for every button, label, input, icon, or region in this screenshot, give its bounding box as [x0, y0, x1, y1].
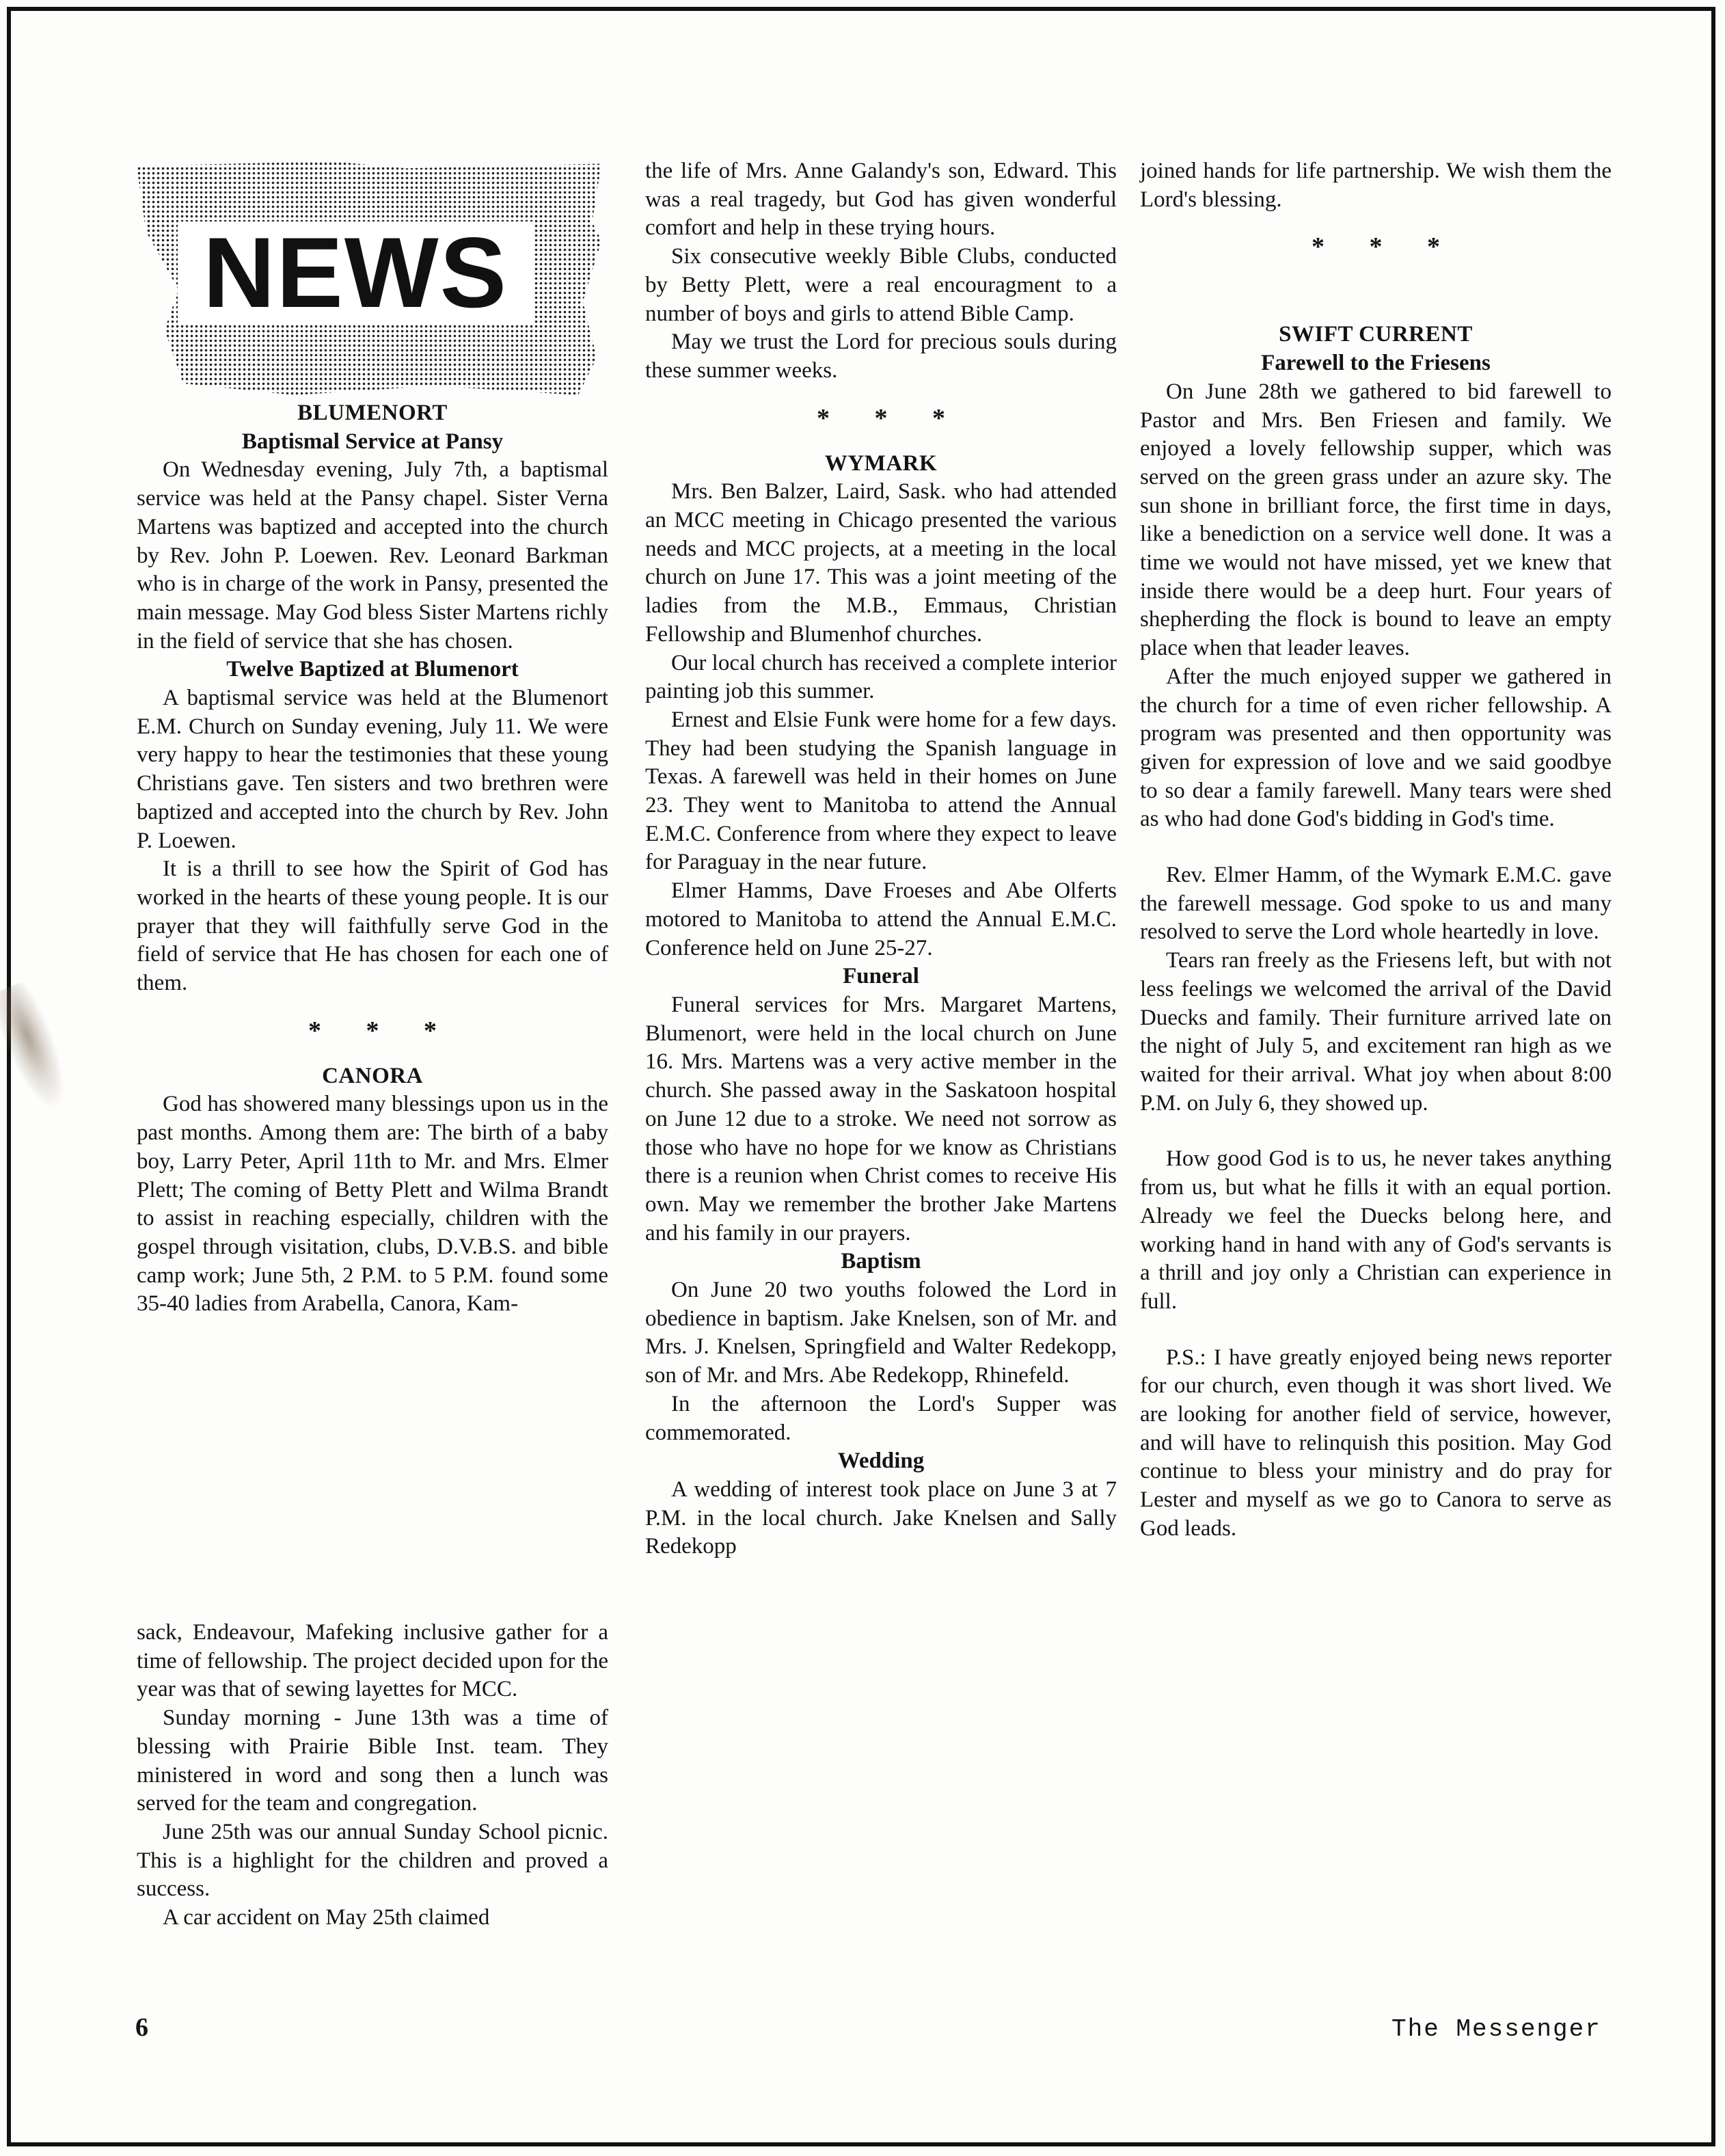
paragraph: Funeral services for Mrs. Margaret Martens, Blumenort, were held in the local church on June 16. Mrs. Martens was a very active member in the church. She passed away in the Saskatoon hospital on June 12 due to a stroke. We need not sorrow as those who have no hope for we know as Christians there is a reunion when Christ comes to receive His own. May we remember the brother Jake Martens and his family in our prayers.: [645, 992, 1117, 1245]
section-heading-blumenort: BLUMENORT: [297, 401, 448, 425]
paragraph: After the much enjoyed supper we gathered in the church for a time of even richer fellowship. A program was presented and then opportunity was given for expression of love and we said goodbye to so dear a family farewell. Many tears were shed as who had done God's bidding in God's time.: [1140, 664, 1612, 832]
paragraph: June 25th was our annual Sunday School picnic. This is a highlight for the children and proved a success.: [137, 1819, 608, 1902]
column-1-bottom: [137, 1619, 608, 1932]
subheading-farewell-friesens: Farewell to the Friesens: [1261, 351, 1491, 376]
paragraph: A baptismal service was held at the Blumenort E.M. Church on Sunday evening, July 11. We were very happy to hear the testimonies that these young Christians gave. Ten sisters and two brethren were baptized and accepted into the church by Rev. John P. Loewen.: [137, 686, 608, 853]
paragraph: How good God is to us, he never takes anything from us, but what he fills it with an equal portion. Already we feel the Duecks belong here, and working hand in hand with any of God's servants is a thrill and joy only a Christian can experience in full.: [1140, 1146, 1612, 1314]
paragraph: On June 28th we gathered to bid farewell to Pastor and Mrs. Ben Friesen and family. We enjoyed a lovely fellowship supper, which was served on the green grass under an azure sky. The sun shone in brilliant force, the first time in days, like a benediction on a service well done. It was a time we would not have missed, yet we knew that inside there would be a deep hurt. Four years of shepherding the flock is bound to leave an empty place when that leader leaves.: [1140, 379, 1612, 661]
subheading-wedding: Wedding: [837, 1448, 925, 1474]
publication-title: The Messenger: [1391, 2015, 1601, 2043]
page-number: 6: [135, 2013, 148, 2042]
masthead-panel: [178, 217, 533, 328]
section-heading-wymark: WYMARK: [824, 450, 938, 476]
paragraph: P.S.: I have greatly enjoyed being news reporter for our church, even though it was short lived. We are looking for another field of service, however, and will have to relinquish this position. May God continue to bless your ministry and do pray for Lester and myself as we go to Canora to serve as God leads.: [1140, 1345, 1612, 1541]
spacer: [1140, 278, 1612, 321]
paragraph: Elmer Hamms, Dave Froeses and Abe Olferts motored to Manitoba to attend the Annual E.M.C. Conference held on June 25-27.: [645, 878, 1117, 960]
masthead-word: NEWS: [203, 217, 508, 328]
subheading-funeral: Funeral: [843, 964, 919, 989]
column-2: [645, 157, 1117, 1561]
section-separator: * * *: [817, 403, 964, 433]
section-separator: * * *: [308, 1016, 456, 1045]
paragraph: A wedding of interest took place on June 3 at 7 P.M. in the local church. Jake Knelsen and Sally Redekopp: [645, 1477, 1117, 1559]
section-heading-canora: CANORA: [322, 1063, 423, 1088]
news-masthead: [137, 161, 601, 395]
subheading-twelve-baptized: Twelve Baptized at Blumenort: [226, 657, 519, 682]
column-3: [1140, 157, 1612, 1544]
paragraph-continued: joined hands for life partnership. We wish them the Lord's blessing.: [1140, 159, 1612, 212]
paragraph: On June 20 two youths folowed the Lord in obedience in baptism. Jake Knelsen, son of Mr. and Mrs. J. Knelsen, Springfield and Walter Redekopp, son of Mr. and Mrs. Abe Redekopp, Rhinefeld.: [645, 1278, 1117, 1388]
paragraph: Tears ran freely as the Friesens left, but with not less feelings we welcomed the arrival of the David Duecks and family. Their furniture arrived late on the night of July 5, and excitement ran high as we waited for their arrival. What joy when about 8:00 P.M. on July 6, they showed up.: [1140, 948, 1612, 1116]
paragraph: In the afternoon the Lord's Supper was commemorated.: [645, 1391, 1117, 1445]
paragraph: Ernest and Elsie Funk were home for a few days. They had been studying the Spanish language in Texas. A farewell was held in their homes on June 23. They went to Manitoba to attend the Annual E.M.C. Conference from where they expect to leave for Paraguay in the near future.: [645, 707, 1117, 875]
paragraph: On Wednesday evening, July 7th, a baptismal service was held at the Pansy chapel. Sister Verna Martens was baptized and accepted into the church by Rev. John P. Loewen. Rev. Leonard Barkman who is in charge of the work in Pansy, presented the main message. May God bless Sister Martens richly in the field of service that she has chosen.: [137, 457, 608, 653]
paragraph: Mrs. Ben Balzer, Laird, Sask. who had attended an MCC meeting in Chicago presented the various needs and MCC projects, at a meeting in the local church on June 17. This was a joint meeting of the ladies from the M.B., Emmaus, Christian Fellowship and Blumenhof churches.: [645, 479, 1117, 647]
column-1-top: [137, 399, 608, 1319]
paragraph: A car accident on May 25th claimed: [163, 1905, 490, 1930]
paragraph: God has showered many blessings upon us in the past months. Among them are: The birth of a baby boy, Larry Peter, April 11th to Mr. and Mrs. Elmer Plett; The coming of Betty Plett and Wilma Brandt to assist in reaching especially, children with the gospel through visitation, clubs, D.V.B.S. and bible camp work; June 5th, 2 P.M. to 5 P.M. found some 35-40 ladies from Arabella, Canora, Kam-: [137, 1092, 608, 1317]
paragraph: Our local church has received a complete interior painting job this summer.: [645, 650, 1117, 704]
subheading-baptismal-pansy: Baptismal Service at Pansy: [241, 429, 504, 454]
paragraph: May we trust the Lord for precious souls during these summer weeks.: [645, 329, 1117, 383]
subheading-baptism: Baptism: [841, 1249, 921, 1274]
paragraph-continued: sack, Endeavour, Mafeking inclusive gather for a time of fellowship. The project decided upon for the year was that of sewing layettes for MCC.: [137, 1620, 608, 1702]
paragraph: Sunday morning - June 13th was a time of blessing with Prairie Bible Inst. team. They ministered in word and song then a lunch was served for the team and congregation.: [137, 1706, 608, 1816]
section-heading-swift-current: SWIFT CURRENT: [1279, 322, 1473, 347]
paragraph-continued: the life of Mrs. Anne Galandy's son, Edward. This was a real tragedy, but God has given wonderful comfort and help in these trying hours.: [645, 159, 1117, 241]
paragraph: Rev. Elmer Hamm, of the Wymark E.M.C. gave the farewell message. God spoke to us and many resolved to serve the Lord whole heartedly in love.: [1140, 863, 1612, 945]
paragraph: It is a thrill to see how the Spirit of God has worked in the hearts of these young people. It is our prayer that they will faithfully serve God in the field of service that He has chosen for each one of them.: [137, 857, 608, 996]
section-separator: * * *: [1312, 232, 1459, 262]
paragraph: Six consecutive weekly Bible Clubs, conducted by Betty Plett, were a real encouragment to a number of boys and girls to attend Bible Camp.: [645, 244, 1117, 326]
